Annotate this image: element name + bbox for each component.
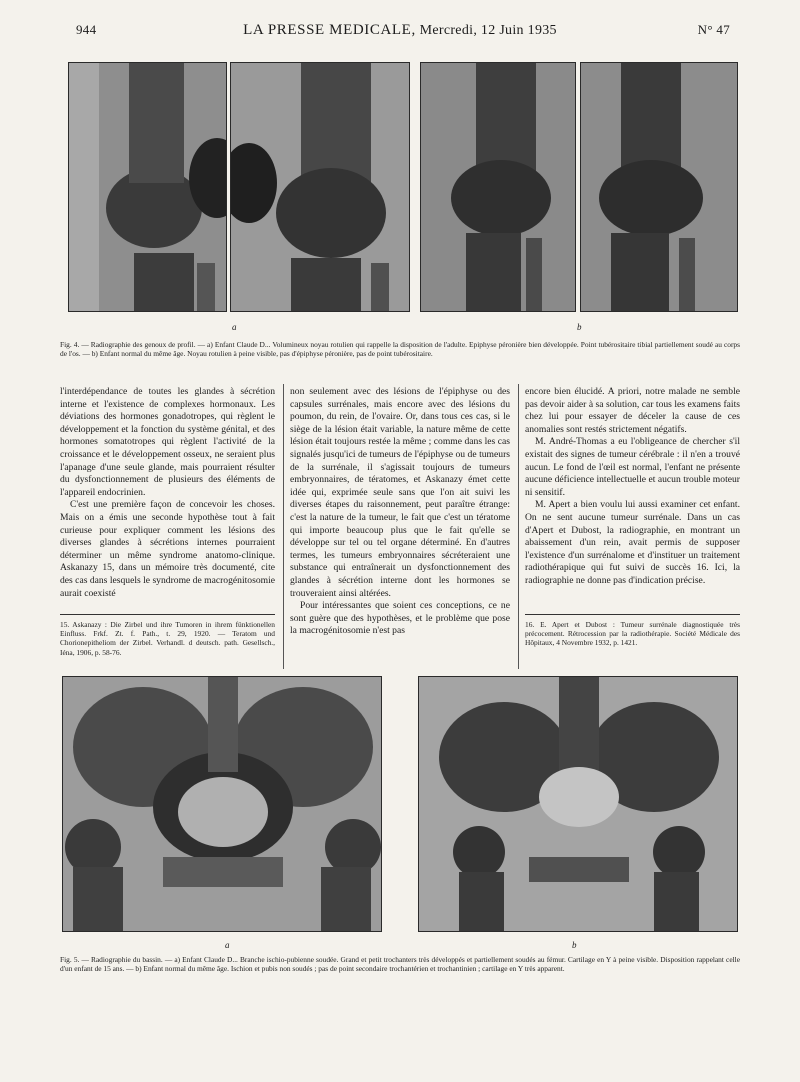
fig4-caption: Fig. 4. — Radiographie des genoux de profil. — a) Enfant Claude D... Volumineux noyau rotulien qui rappelle la disposition de l'adulte. Epiphyse péronière bien développée. Point tubérositaire tibial partiellement soudé au corps de l'os. — b) Enfant normal du même âge. Noyau rotulien à peine visible, pas d'épiphyse péronière, pas de point tubérositaire. [60,340,740,359]
issue-date: Mercredi, 12 Juin 1935 [419,23,557,38]
footnote-rule-3 [525,614,740,615]
col1-paragraph-1: l'interdépendance de toutes les glandes à sécrétion interne et l'existence de complexes hormonaux. Les déviations des hormones gonadotropes, qui règlent le développement et la fonction du système génital, et des hormones somatotropes qui règlent l'activité de la croissance et le développement osseux, ne seraient plus l'apanage d'une seule glande, mais pourraient résulter du dysfonctionnement de plusieurs des éléments de l'appareil endocrinien. [60,386,275,498]
fig4-label-a: a [232,322,237,332]
fig5-label-a: a [225,940,230,950]
column-2 [290,386,510,638]
col1-paragraph-2: C'est une première façon de concevoir les choses. Mais on a émis une seconde hypothèse tout à fait curieuse pour expliquer comment les lésions des diverses glandes à sécrétions internes pourraient déterminer un même syndrome anatomo-clinique. Askanazy 15, dans un mémoire très documenté, cite des cas dans lesquels le syndrome de macrogénitosomie aurait coexisté [60,499,276,599]
col3-paragraph-3: M. Apert a bien voulu lui aussi examiner cet enfant. On ne sent aucune tumeur surrénale. Dans un cas d'Apert et Dubost, la radiographie, en montrant un abaissement d'un rein, avait permis de supposer l'existence d'un surrénalome et d'instituer un traitement radiothérapique qui fut suivi de succès 16. Ici, la radiographie ne donne pas d'indication précise. [525,499,740,586]
page-number: 944 [76,22,97,37]
col3-paragraph-1: encore bien élucidé. A priori, notre malade ne semble pas devoir aider à sa solution, car tous les examens faits chez lui pour essayer de déceler la cause de ces anomalies sont restés strictement négatifs. [525,386,740,435]
col2-paragraph-1: non seulement avec des lésions de l'épiphyse ou des capsules surrénales, mais encore avec des lésions du poumon, du rein, de l'ovaire. Or, dans tous ces cas, si le siège de la lésion était variable, la nature même de cette lésion était toujours restée la même ; comme dans les cas signalés jusqu'ici de tumeurs de l'épiphyse ou de tumeurs de la surrénale, il s'agissait toujours de tumeurs embryonnaires, de tératomes, et Askanazy émet cette idée qui, exprimée seule sans que l'on ait suivi les diverses étapes du raisonnement, peut paraître étrange: c'est la nature de la tumeur, le fait que c'est un tératome qui importe beaucoup plus que le fait qu'elle se développe sur tel ou tel organe déterminé. En d'autres termes, les tumeurs embryonnaires sécréteraient une substance qui entraînerait un dysfonctionnement des glandes à sécrétion interne dont les hormones se trouveraient ainsi altérées. [290,386,510,599]
fig4-xray-b-left [420,62,576,312]
col1-footnote: 15. Askanazy : Die Zirbel und ihre Tumoren in ihrem fünktionellen Einfluss. Frkf. Zt. f. Path., t. 29, 1920. — Teratom und Chorionepitheliom der Zirbel. Verhandl. d deutsch. path. Gesellsch., Iéna, 1906, p. 58-76. [60,620,275,657]
column-3 [525,386,740,588]
fig4-xray-a-left [68,62,227,312]
column-1 [60,386,275,600]
column-divider-1 [283,384,284,669]
fig5-caption: Fig. 5. — Radiographie du bassin. — a) Enfant Claude D... Branche ischio-pubienne soudée. Grand et petit trochanters très développés et partiellement soudés au fémur. Cartilage en Y à peine visible. Disposition rappelant celle d'un enfant de 15 ans. — b) Enfant normal du même âge. Ischion et pubis non soudés ; pas de point secondaire trochantérien et trochantinien ; cartilage en Y très apparent. [60,955,740,974]
fig5-xray-a [62,676,382,932]
fig4-label-b: b [577,322,582,332]
journal-header [0,22,800,39]
fig4-xray-b-right [580,62,738,312]
col3-footnote: 16. E. Apert et Dubost : Tumeur surrénale diagnostiquée très précocement. Rétrocession par la radiothérapie. Société Médicale des Hôpitaux, 4 Novembre 1932, p. 1421. [525,620,740,648]
footnote-rule-1 [60,614,275,615]
issue-number: N° 47 [697,22,730,37]
journal-title: LA PRESSE MEDICALE, [243,22,416,38]
fig5-xray-b [418,676,738,932]
col3-paragraph-2: M. André-Thomas a eu l'obligeance de chercher s'il existait des signes de tumeur cérébrale : il n'en a trouvé aucun. Le fond de l'œil est normal, l'enfant ne présente aucune déficience intellectuelle et aucun trouble moteur ni sensitif. [525,436,740,498]
column-divider-2 [518,384,519,669]
fig5-label-b: b [572,940,577,950]
col2-paragraph-2: Pour intéressantes que soient ces conceptions, ce ne sont guère que des hypothèses, et le problème que pose la macrogénitosomie n'est pas [290,600,510,637]
fig4-xray-a-right [230,62,410,312]
